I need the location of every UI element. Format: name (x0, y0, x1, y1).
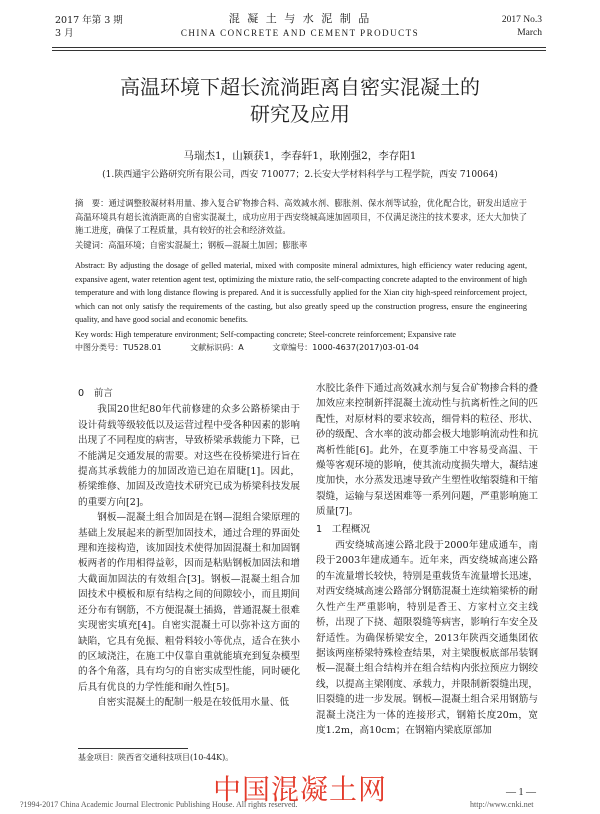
affiliation: (1.陕西通宇公路研究所有限公司，西安 710077；2.长安大学材料科学与工程学院，西安 710064) (102, 170, 498, 180)
month-en: March (517, 28, 542, 38)
page-number: — 1 — (506, 787, 536, 798)
cnki-link[interactable]: http://www.cnki.net (470, 800, 534, 809)
classification-line (75, 342, 527, 353)
clc-number: 中图分类号：TU528.01 (75, 343, 162, 352)
header-rule (52, 47, 546, 48)
copyright-text: ?1994-2017 China Academic Journal Electronic Publishing House. All rights reserved. (20, 800, 298, 809)
title-line-1: 高温环境下超长流淌距离自密实混凝土的 (120, 75, 480, 99)
paragraph: 钢板—混凝土组合加固是在钢—混组合梁原理的基础上发展起来的新型加固技术，通过合理的界面处理和连接构造，该加固技术使得加固混凝土和加固钢板两者的作用相得益彰，因而是粘贴钢板加固法和增大截面加固法的有效组合[3]。钢板—混凝土组合加固技术中模板和原有结构之间的间隙较小，而且期间还分布有钢筋，不方便混凝土插捣，普通混凝土很难实现密实填充[4]。自密实混凝土可以弥补这方面的缺陷，它具有免振、粗骨料较小等优点，适合在狭小的区域浇注，在施工中仅靠自重就能填充到复杂模型的各个角落，具有均匀的自密实成型性能，同时硬化后具有优良的力学性能和耐久性[5]。 (78, 512, 300, 693)
authors: 马瑞杰1，山颖获1，李春轩1，耿刚强2，李存阳1 (183, 150, 417, 162)
keywords-en: Key words: High temperature environment; Self-compacting concrete; Steel-concrete reinforcement; Expansive rate (75, 330, 457, 339)
paper-title (0, 74, 600, 128)
header-issue-en (502, 14, 542, 40)
year-issue: 2017 年第 3 期 (55, 15, 123, 26)
month-cn: 3 月 (55, 28, 74, 39)
journal-name-en: CHINA CONCRETE AND CEMENT PRODUCTS (180, 28, 420, 38)
abstract-en: Abstract: By adjusting the dosage of gelled material, mixed with composite mineral admixtures, high efficiency water reducing agent, expansive agent, water retention agent test, optimizing the mixture ratio, the self-compacting concrete adapted to the environment of high temperature and with long distance flowing is prepared. And it is successfully applied for the Xian city high-speed reinforcement project, which can not only satisfy the requirements of the casting, but also greatly speed up the construction progress, ensure the engineering quality, and have good social and economic benefits. (75, 261, 527, 325)
section-heading-preface: 0 前言 (78, 388, 113, 399)
paragraph: 西安绕城高速公路北段于2000年建成通车，南段于2003年建成通车。近年来，西安绕城高速公路的车流量增长较快，特别是重载货车流量增长迅速，对西安绕城高速公路部分钢筋混凝土连续箱梁桥的耐久性产生严重影响，特别是香王、方家村立交主线桥，出现了下挠、超限裂缝等病害，影响行车安全及舒适性。为确保桥梁安全，2013年陕西交通集团依据该两座桥梁特殊检查结果，对主梁腹板底部吊装钢板—混凝土组合结构并在组合结构内张拉预应力钢绞线，以提高主梁刚度、承载力，并限制新裂缝出现，旧裂缝的进一步发展。钢板—混凝土组合采用钢筋与混凝土浇注为一体的连接形式，钢箱长度20m，宽度1.2m，高10cm；在钢箱内梁底原部加 (316, 540, 538, 736)
watermark-logo: 中国混凝土网 (212, 773, 387, 806)
header-rule-thin (52, 50, 546, 51)
article-number: 文章编号：1000-4637(2017)03-01-04 (272, 343, 419, 352)
abstract-cn: 摘 要：通过调整胶凝材料用量、掺入复合矿物掺合料、高效减水剂、膨胀剂、保水剂等试验，优化配合比，研发出适应于高温环境具有超长流淌距离的自密实混凝土，成功应用于西安绕城高速加固项目，不仅满足浇注的技术要求，还大大加快了施工进度，确保了工程质量，具有较好的社会和经济效益。 (75, 198, 527, 235)
footnote-rule (78, 748, 188, 749)
issue-number: 2017 No.3 (501, 15, 542, 25)
document-code: 文献标识码：A (190, 343, 244, 352)
body-right-column (316, 381, 538, 738)
copyright-line (20, 800, 534, 809)
paragraph: 我国20世纪80年代前修建的众多公路桥梁由于设计荷载等级较低以及运营过程中受各种因素的影响出现了不同程度的病害，导致桥梁承载能力下降，已不能满足交通发展的需要。对这些在役桥梁进行旨在提高其承载能力的加固改造已迫在眉睫[1]。因此，桥梁维修、加固及改造技术研究已成为桥梁科技发展的重要方向[2]。 (78, 404, 300, 508)
paragraph: 水胶比条件下通过高效减水剂与复合矿物掺合料的叠加效应来控制新拌混凝土流动性与抗离析性之间的匹配性，对原材料的要求较高，细骨料的粒径、形状、砂的级配、含水率的波动都会极大地影响流动性和抗离析性能[6]。此外，在夏季施工中容易受高温、干燥等客观环境的影响，使其流动度损失增大，凝结速度加快，水分蒸发迅速导致产生塑性收缩裂缝和干缩裂缝，运输与泵送困难等一系列问题，严重影响施工质量[7]。 (316, 383, 538, 518)
title-line-2: 研究及应用 (250, 102, 350, 126)
keywords-cn: 关键词：高温环境；自密实混凝土；钢板—混凝土加固；膨胀率 (75, 240, 308, 250)
journal-name-cn: 混 凝 土 与 水 泥 制 品 (228, 12, 372, 25)
section-heading-overview: 1 工程概况 (316, 523, 371, 535)
paragraph: 自密实混凝土的配制一般是在较低用水量、低 (97, 697, 290, 709)
body-left-column (78, 386, 300, 711)
footnote-funding: 基金项目：陕西省交通科技项目(10-44K)。 (78, 753, 234, 762)
